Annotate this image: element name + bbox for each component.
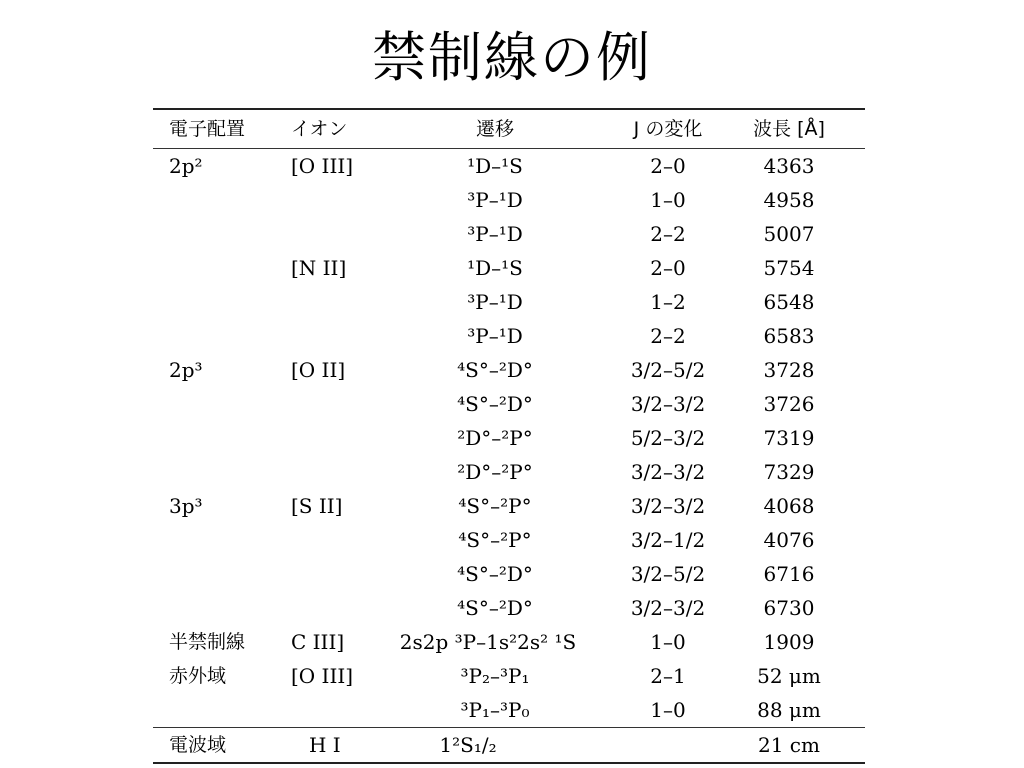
cell-wavelength: 6583 — [763, 324, 815, 348]
cell-j-change: 1–0 — [650, 630, 686, 654]
cell-transition: ¹D–¹S — [467, 154, 523, 178]
cell-transition: ³P₂–³P₁ — [460, 664, 530, 688]
cell-wavelength: 6730 — [763, 596, 815, 620]
table-row — [153, 455, 865, 489]
header-config: 電子配置 — [169, 118, 246, 140]
cell-ion: [O II] — [291, 358, 346, 382]
cell-config: 2p² — [169, 154, 203, 178]
table-row — [153, 591, 865, 625]
cell-j-change: 1–0 — [650, 698, 686, 722]
cell-wavelength: 52 μm — [757, 664, 821, 688]
cell-wavelength: 6716 — [763, 562, 815, 586]
cell-wavelength: 3726 — [763, 392, 815, 416]
cell-j-change: 3/2–3/2 — [630, 596, 706, 620]
cell-transition: ²D°–²P° — [457, 460, 533, 484]
table-row — [153, 489, 865, 523]
cell-transition: ⁴S°–²P° — [458, 528, 532, 552]
cell-wavelength: 7329 — [763, 460, 815, 484]
cell-wavelength: 4363 — [763, 154, 815, 178]
forbidden-lines-table — [153, 108, 865, 764]
cell-transition: 2s2p ³P–1s²2s² ¹S — [399, 630, 577, 654]
table-row — [153, 557, 865, 591]
table-row — [153, 421, 865, 455]
cell-transition: 1²S₁/₂ — [439, 733, 497, 757]
header-j-change: J の変化 — [633, 118, 703, 140]
table-row — [153, 251, 865, 285]
cell-j-change: 1–2 — [650, 290, 686, 314]
cell-transition: ⁴S°–²D° — [457, 358, 533, 382]
cell-j-change: 2–2 — [650, 222, 686, 246]
cell-j-change: 3/2–3/2 — [630, 392, 706, 416]
cell-wavelength: 6548 — [763, 290, 815, 314]
cell-transition: ³P–¹D — [467, 222, 523, 246]
header-ion: イオン — [291, 118, 348, 140]
table-row — [153, 285, 865, 319]
cell-ion: H I — [309, 733, 341, 757]
cell-wavelength: 5007 — [763, 222, 815, 246]
cell-config: 2p³ — [169, 358, 203, 382]
slide-title: 禁制線の例 — [372, 26, 652, 89]
table-row — [153, 625, 865, 659]
cell-ion: [N II] — [291, 256, 347, 280]
table-row-radio — [153, 728, 865, 762]
cell-wavelength: 5754 — [763, 256, 815, 280]
cell-transition: ⁴S°–²D° — [457, 562, 533, 586]
cell-transition: ⁴S°–²D° — [457, 392, 533, 416]
cell-config: 3p³ — [169, 494, 203, 518]
table-body — [153, 149, 865, 727]
cell-transition: ⁴S°–²P° — [458, 494, 532, 518]
cell-j-change: 2–2 — [650, 324, 686, 348]
cell-transition: ⁴S°–²D° — [457, 596, 533, 620]
table-bottom-rule — [153, 762, 865, 764]
cell-j-change: 1–0 — [650, 188, 686, 212]
cell-wavelength: 7319 — [763, 426, 815, 450]
cell-transition: ¹D–¹S — [467, 256, 523, 280]
cell-j-change: 3/2–1/2 — [630, 528, 706, 552]
cell-config: 半禁制線 — [169, 631, 246, 653]
cell-j-change: 2–0 — [650, 154, 686, 178]
table-header-row — [153, 110, 865, 148]
cell-j-change: 3/2–3/2 — [630, 494, 706, 518]
table-row — [153, 523, 865, 557]
cell-transition: ³P–¹D — [467, 188, 523, 212]
header-transition: 遷移 — [475, 118, 514, 140]
cell-wavelength: 4958 — [763, 188, 815, 212]
cell-config: 電波域 — [169, 734, 227, 756]
table-row — [153, 217, 865, 251]
cell-j-change: 2–0 — [650, 256, 686, 280]
cell-transition: ³P₁–³P₀ — [460, 698, 530, 722]
cell-ion: [O III] — [291, 154, 354, 178]
cell-wavelength: 4076 — [763, 528, 815, 552]
table-row — [153, 387, 865, 421]
cell-wavelength: 88 μm — [757, 698, 821, 722]
cell-config: 赤外域 — [169, 665, 227, 687]
cell-j-change: 5/2–3/2 — [630, 426, 706, 450]
cell-transition: ³P–¹D — [467, 290, 523, 314]
table-row — [153, 659, 865, 693]
cell-wavelength: 1909 — [763, 630, 815, 654]
cell-ion: [O III] — [291, 664, 354, 688]
table-row — [153, 319, 865, 353]
cell-j-change: 3/2–5/2 — [630, 358, 706, 382]
table-row — [153, 149, 865, 183]
table-row — [153, 183, 865, 217]
cell-ion: [S II] — [291, 494, 343, 518]
cell-transition: ²D°–²P° — [457, 426, 533, 450]
header-wavelength: 波長 [Å] — [753, 118, 825, 140]
cell-j-change: 3/2–5/2 — [630, 562, 706, 586]
table-row — [153, 693, 865, 727]
cell-transition: ³P–¹D — [467, 324, 523, 348]
table-row — [153, 353, 865, 387]
cell-wavelength: 21 cm — [758, 733, 820, 757]
cell-wavelength: 3728 — [763, 358, 815, 382]
cell-wavelength: 4068 — [763, 494, 815, 518]
cell-ion: C III] — [291, 630, 345, 654]
cell-j-change: 3/2–3/2 — [630, 460, 706, 484]
cell-j-change: 2–1 — [650, 664, 686, 688]
